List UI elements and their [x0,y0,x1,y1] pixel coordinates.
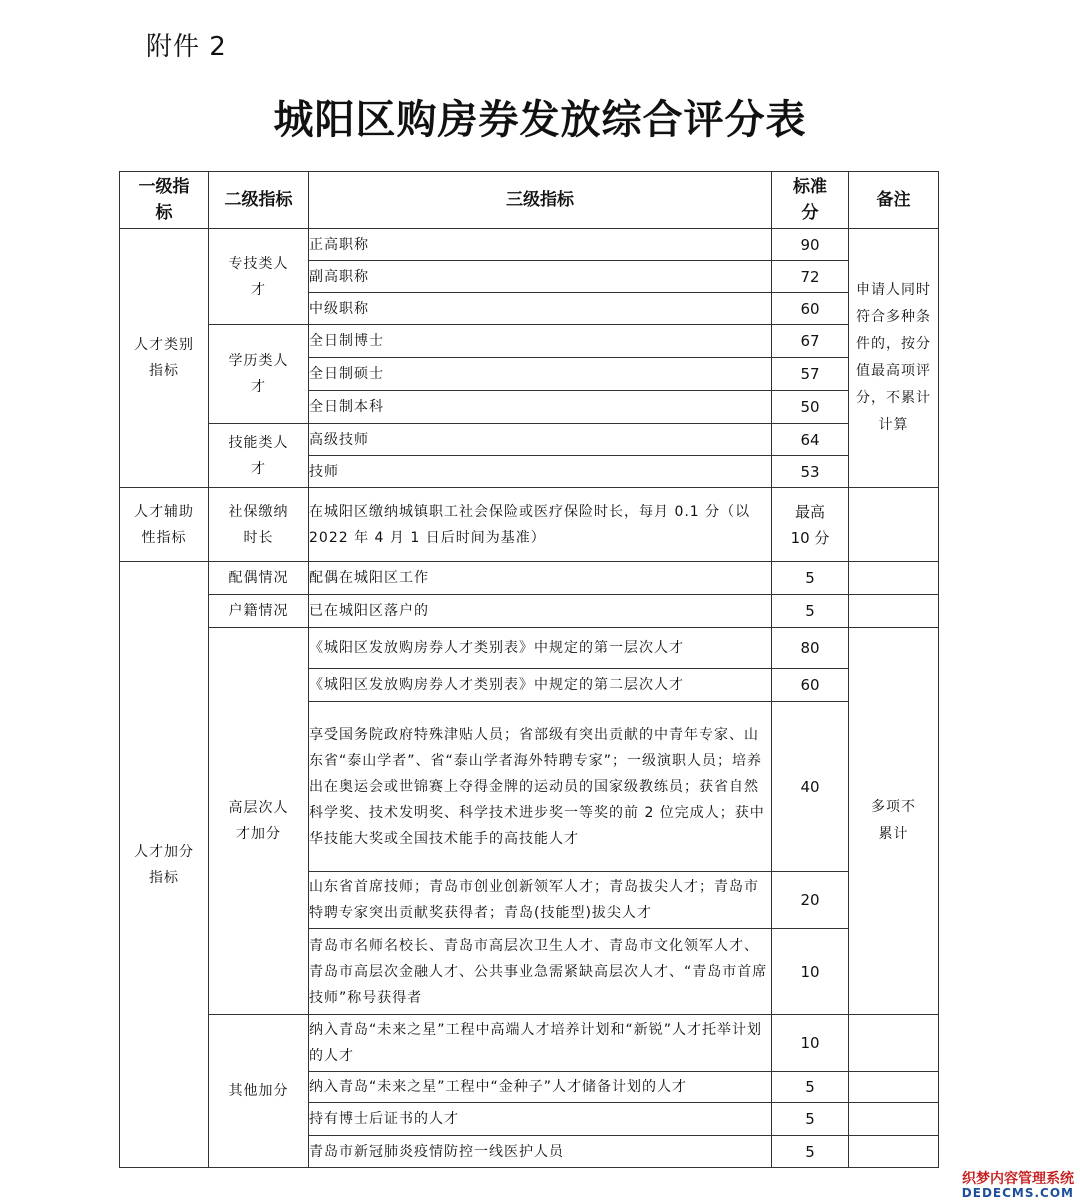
note-empty [849,1136,939,1168]
level2-other: 其他加分 [209,1015,309,1168]
table-row [120,628,939,669]
table-row [120,1015,939,1072]
score-value: 5 [772,562,849,595]
score-value: 50 [772,391,849,424]
score-value: 20 [772,872,849,929]
note-empty [849,1103,939,1136]
score-value: 5 [772,595,849,628]
score-value: 5 [772,1072,849,1103]
level2-social-security: 社保缴纳时长 [209,488,309,562]
level3-item: 正高职称 [309,229,772,261]
header-row [120,172,939,229]
table-row [120,595,939,628]
table-row [120,424,939,456]
level3-item: 副高职称 [309,261,772,293]
level3-item: 技师 [309,456,772,488]
score-value: 最高 10 分 [772,488,849,562]
table-row [120,325,939,358]
level3-item: 青岛市名师名校长、青岛市高层次卫生人才、青岛市文化领军人才、青岛市高层次金融人才、公共事业急需紧缺高层次人才、“青岛市首席技师”称号获得者 [309,929,772,1015]
level3-item: 全日制博士 [309,325,772,358]
score-value: 5 [772,1103,849,1136]
score-value: 60 [772,669,849,702]
score-value: 90 [772,229,849,261]
level3-item: 已在城阳区落户的 [309,595,772,628]
level2-professional: 专技类人才 [209,229,309,325]
table-row [120,562,939,595]
level2-skill: 技能类人才 [209,424,309,488]
header-score: 标准分 [772,172,849,229]
score-value: 5 [772,1136,849,1168]
header-note: 备注 [849,172,939,229]
score-value: 53 [772,456,849,488]
level2-high-level: 高层次人才加分 [209,628,309,1015]
level2-education: 学历类人才 [209,325,309,424]
header-level2: 二级指标 [209,172,309,229]
note-empty [849,1015,939,1072]
score-value: 40 [772,702,849,872]
watermark-line1: 织梦内容管理系统 [962,1171,1074,1187]
note-talent-category: 申请人同时符合多种条件的，按分值最高项评分，不累计计算 [849,229,939,488]
note-empty [849,595,939,628]
score-table [119,171,939,1168]
score-value: 72 [772,261,849,293]
note-high-level: 多项不累计 [849,628,939,1015]
table-row [120,229,939,261]
level3-item: 高级技师 [309,424,772,456]
score-value: 60 [772,293,849,325]
level3-item: 中级职称 [309,293,772,325]
score-value: 10 [772,929,849,1015]
level3-item: 青岛市新冠肺炎疫情防控一线医护人员 [309,1136,772,1168]
score-value: 10 [772,1015,849,1072]
level2-spouse: 配偶情况 [209,562,309,595]
level3-item: 全日制硕士 [309,358,772,391]
level1-talent-category: 人才类别指标 [120,229,209,488]
level3-item: 纳入青岛“未来之星”工程中高端人才培养计划和“新锐”人才托举计划的人才 [309,1015,772,1072]
level3-item: 山东省首席技师；青岛市创业创新领军人才；青岛拔尖人才；青岛市特聘专家突出贡献奖获得者；青岛(技能型)拔尖人才 [309,872,772,929]
level3-item: 《城阳区发放购房券人才类别表》中规定的第一层次人才 [309,628,772,669]
annex-label: 附件 2 [146,32,227,62]
score-value: 80 [772,628,849,669]
level1-talent-bonus: 人才加分指标 [120,562,209,1168]
level3-item: 全日制本科 [309,391,772,424]
score-value: 67 [772,325,849,358]
header-level3: 三级指标 [309,172,772,229]
score-value: 57 [772,358,849,391]
level3-item: 持有博士后证书的人才 [309,1103,772,1136]
level1-talent-auxiliary: 人才辅助性指标 [120,488,209,562]
level2-hukou: 户籍情况 [209,595,309,628]
header-level1: 一级指标 [120,172,209,229]
page-title: 城阳区购房券发放综合评分表 [273,97,807,143]
note-empty [849,562,939,595]
level3-item: 享受国务院政府特殊津贴人员；省部级有突出贡献的中青年专家、山东省“泰山学者”、省“泰山学者海外特聘专家”；一级演职人员；培养出在奥运会或世锦赛上夺得金牌的运动员的国家级教练员；获省自然科学奖、技术发明奖、科学技术进步奖一等奖的前 2 位完成人；获中华技能大奖或全国技术能手的高技能人才 [309,702,772,872]
level3-item: 在城阳区缴纳城镇职工社会保险或医疗保险时长，每月 0.1 分（以 2022 年 4 月 1 日后时间为基准） [309,488,772,562]
level3-item: 配偶在城阳区工作 [309,562,772,595]
level3-item: 纳入青岛“未来之星”工程中“金种子”人才储备计划的人才 [309,1072,772,1103]
watermark [962,1172,1074,1200]
score-value: 64 [772,424,849,456]
note-empty [849,488,939,562]
watermark-line2: DEDECMS.COM [961,1186,1074,1200]
note-empty [849,1072,939,1103]
table-row [120,488,939,562]
level3-item: 《城阳区发放购房券人才类别表》中规定的第二层次人才 [309,669,772,702]
